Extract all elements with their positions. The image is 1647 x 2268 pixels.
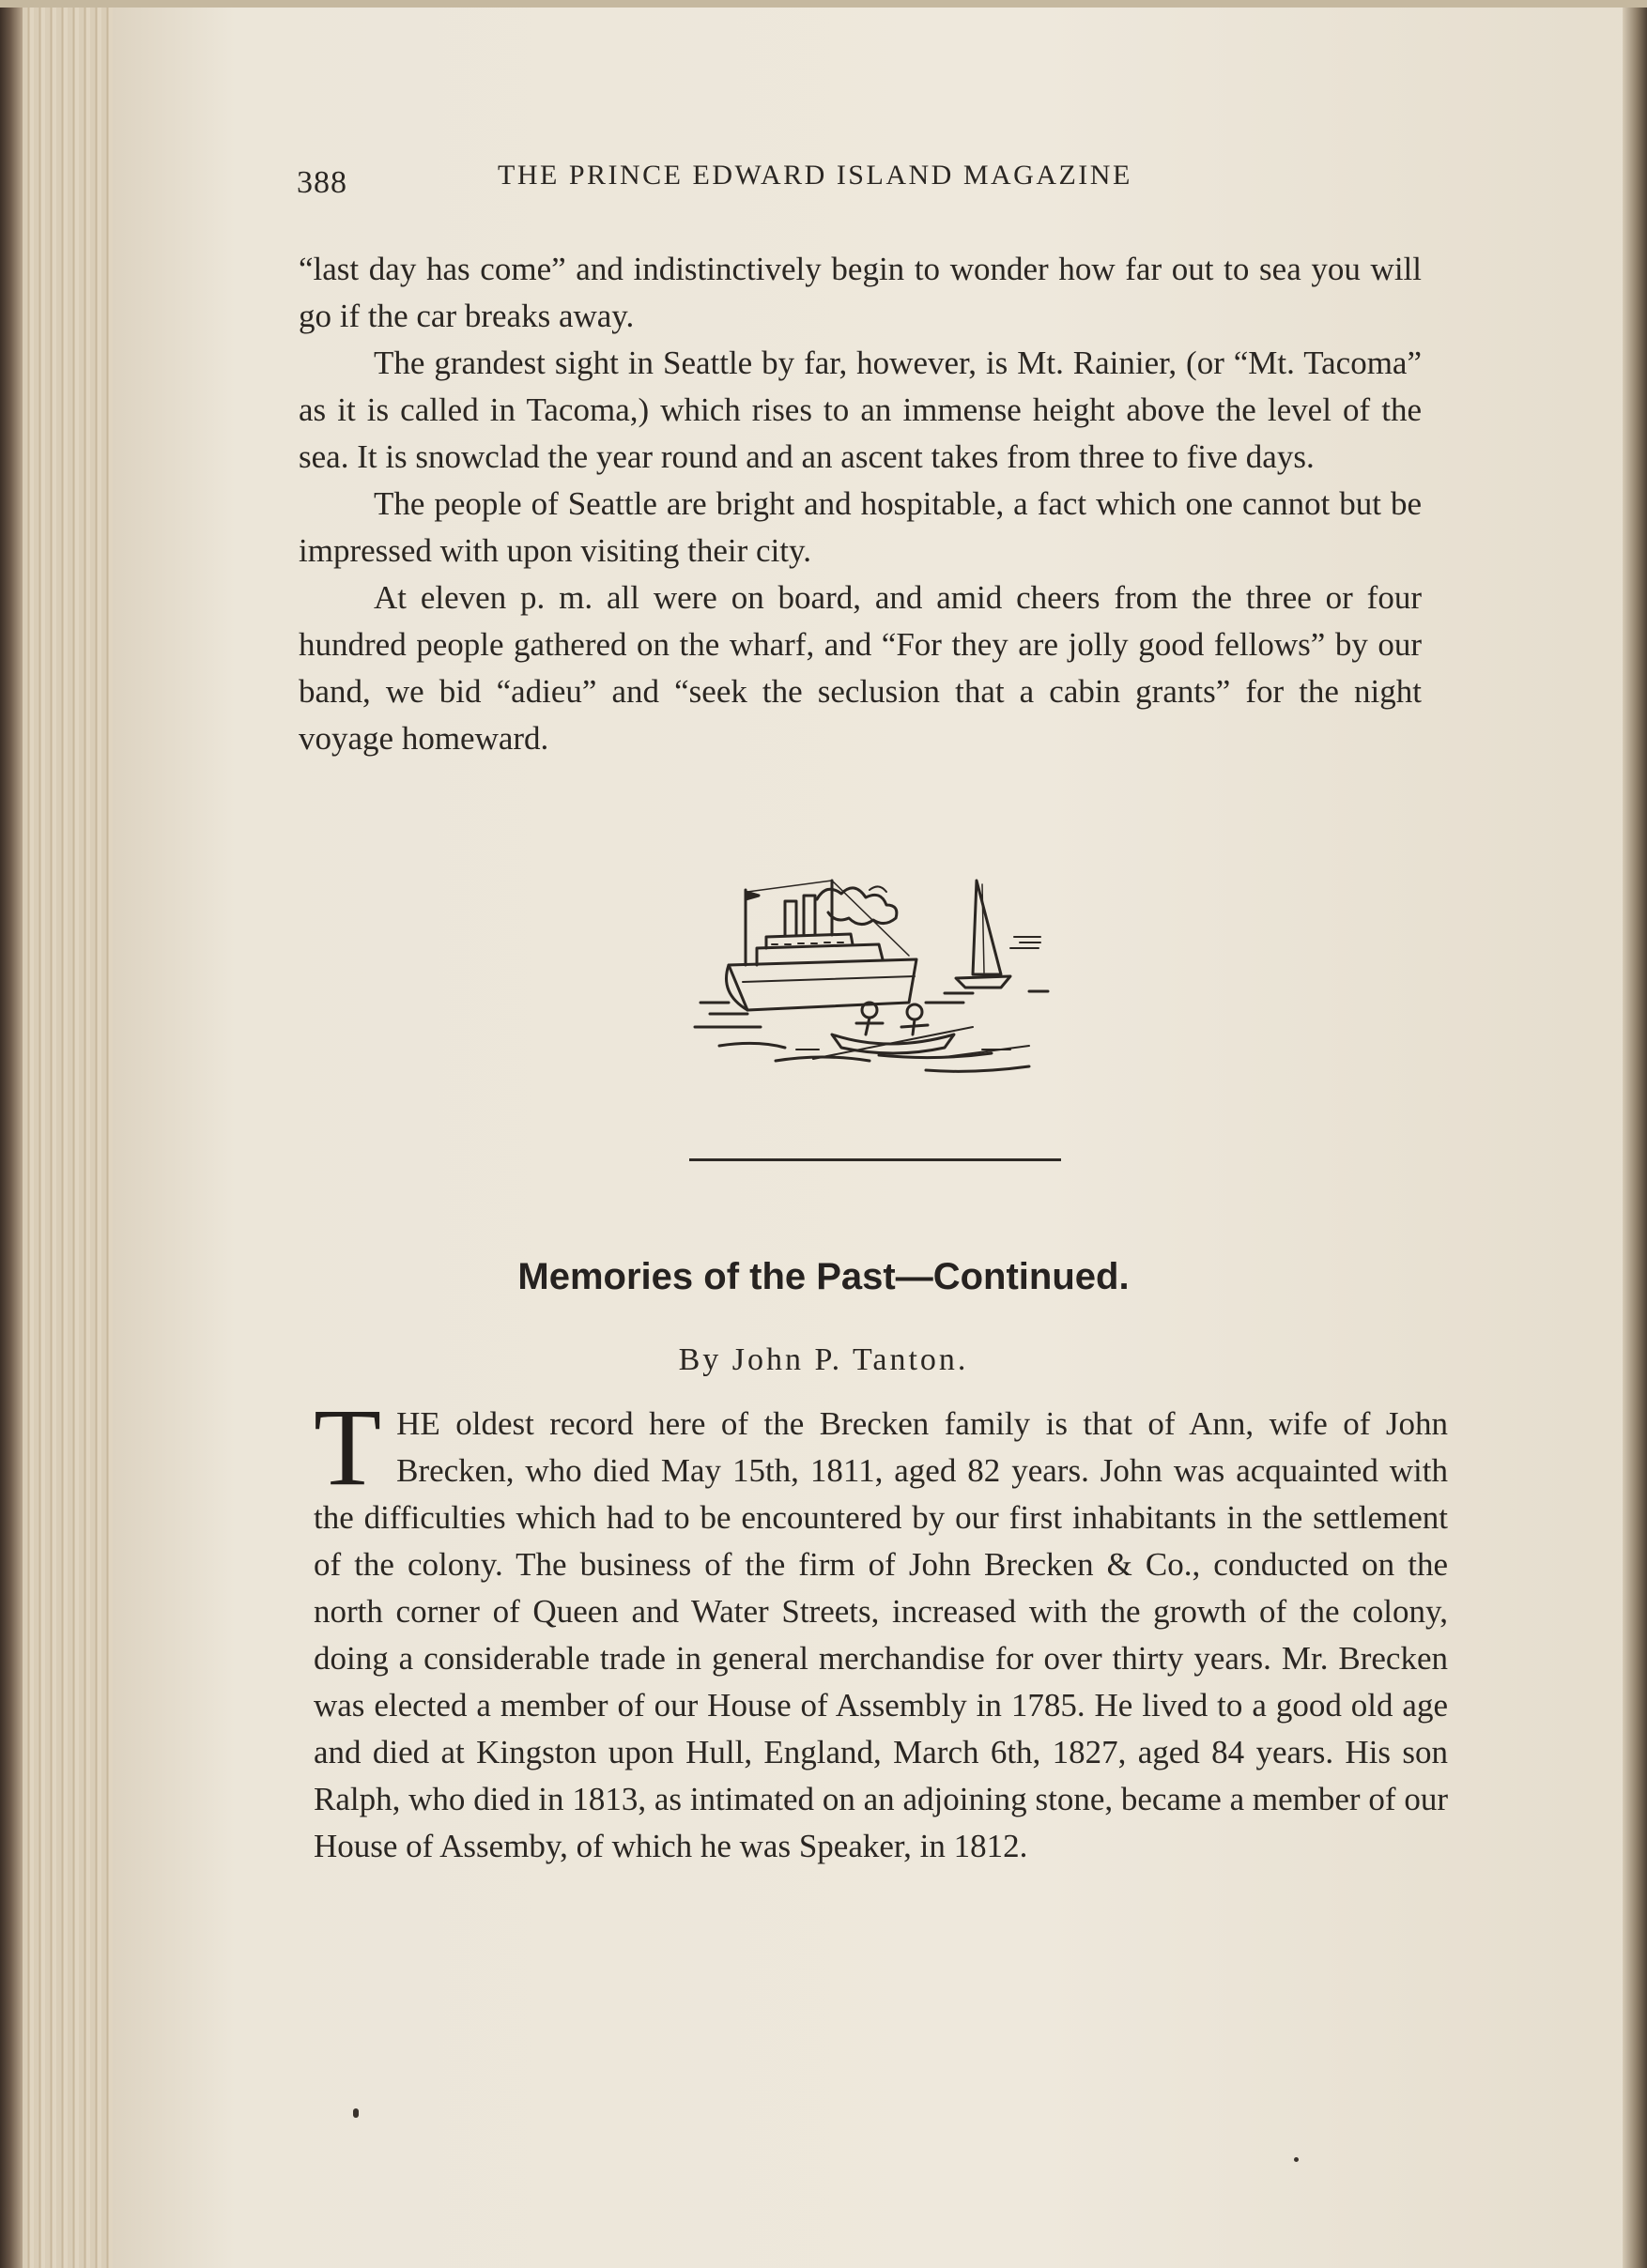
article-title: Memories of the Past—Continued. — [517, 1256, 1130, 1297]
article-byline: By John P. Tanton. — [678, 1342, 969, 1377]
page-number: 388 — [297, 165, 347, 200]
article-paragraph: HE oldest record here of the Brecken family is that of Ann, wife of John Brecken, who died May 15th, 1811, aged 82 years. John was acquainted with the difficulties which had to be encountered by our first inhabitants in the settlement of the colony. The business of the firm of John Brecken & Co., conducted on the north corner of Queen and Water Streets, increased with the growth of the colony, doing a considerable trade in general merchandise for over thirty years. Mr. Brecken was elected a member of our House of Assembly in 1785. He lived to a good old age and died at Kingston upon Hull, England, March 6th, 1827, aged 84 years. His son Ralph, who died in 1813, as intimated on an adjoining stone, became a member of our House of Assemby, of which he was Speaker, in 1812. — [314, 1405, 1448, 1864]
paragraph: “last day has come” and indistinctively begin to wonder how far out to sea you will go if the car breaks away. — [299, 251, 1422, 334]
section-divider — [689, 1158, 1061, 1161]
page-header — [297, 156, 1236, 203]
book-binding — [0, 0, 23, 2268]
page-right-edge — [1623, 0, 1647, 2268]
running-title: THE PRINCE EDWARD ISLAND MAGAZINE — [498, 160, 1132, 191]
paragraph: The people of Seattle are bright and hospitable, a fact which one cannot but be impressed with upon visiting their city. — [299, 485, 1422, 569]
paragraph: The grandest sight in Seattle by far, however, is Mt. Rainier, (or “Mt. Tacoma” as it is called in Tacoma,) which rises to an immense height above the level of the sea. It is snowclad the year round and an ascent takes from three to five days. — [299, 345, 1422, 475]
page-top-edge — [0, 0, 1647, 8]
article-body — [314, 1386, 1448, 1870]
ink-spot — [353, 2108, 359, 2118]
drop-cap: T — [314, 1386, 382, 1509]
ink-spot — [1294, 2157, 1299, 2162]
steamship-vignette-icon — [691, 862, 1085, 1096]
section1-text — [299, 246, 1422, 762]
paragraph: At eleven p. m. all were on board, and amid cheers from the three or four hundred people gathered on the wharf, and “For they are jolly good fellows” by our band, we bid “adieu” and “seek the seclusion that a cabin grants” for the night voyage homeward. — [299, 579, 1422, 757]
page-edges — [23, 0, 116, 2268]
